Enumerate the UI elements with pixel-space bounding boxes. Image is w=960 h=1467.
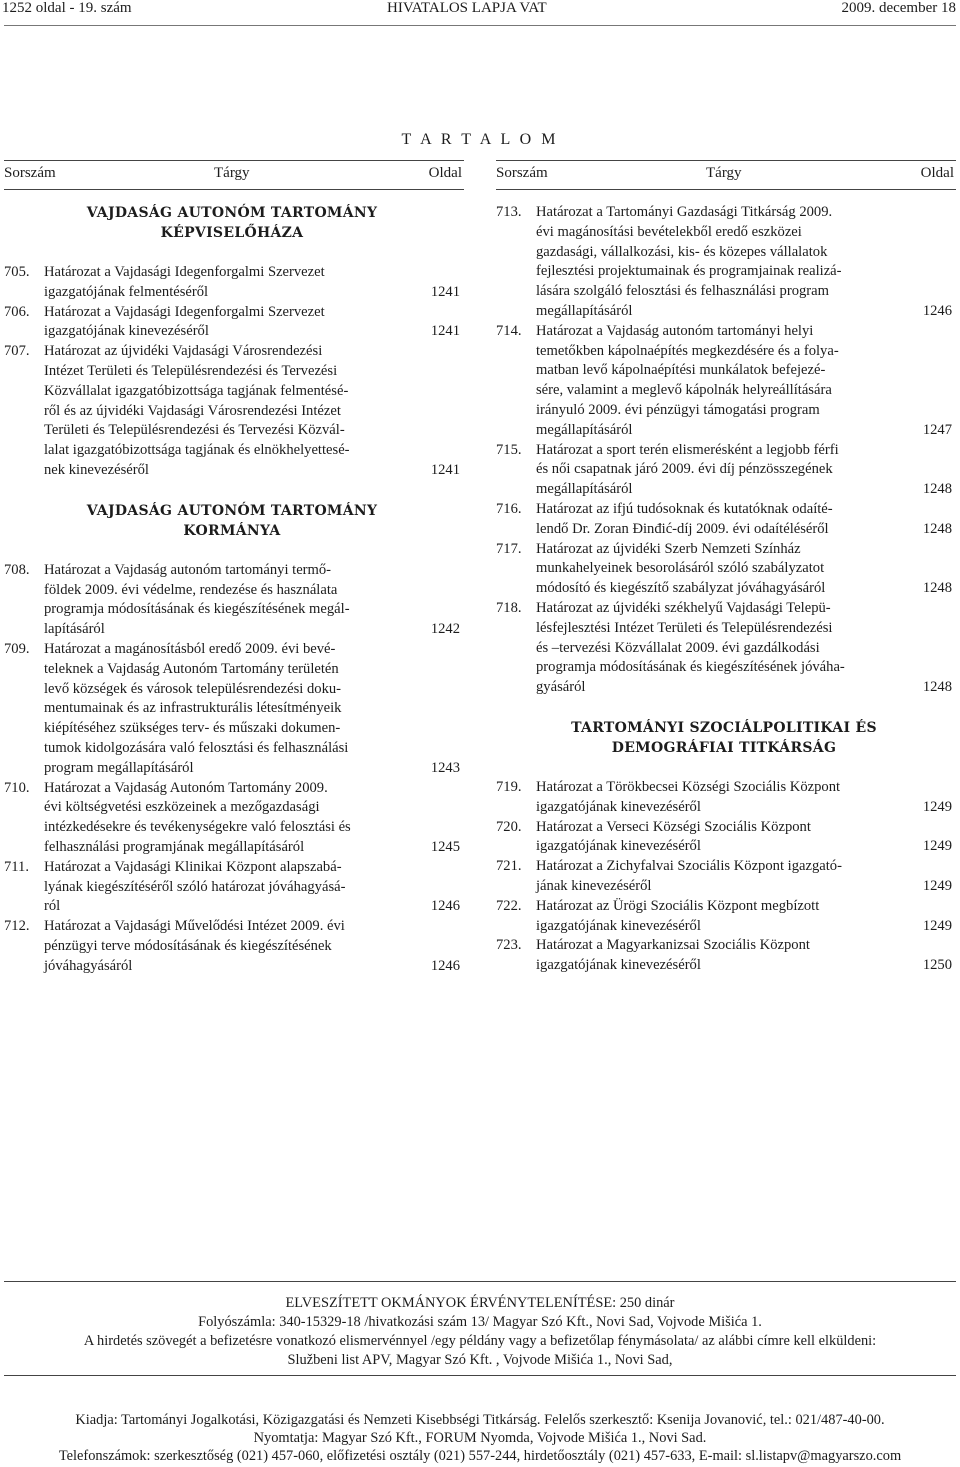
entry-page: 1249 bbox=[922, 917, 952, 934]
entry-line: Határozat a sport terén elismerésként a legjobb férfi bbox=[536, 441, 839, 458]
entry-text bbox=[536, 778, 952, 818]
section-heading bbox=[4, 203, 460, 243]
notice-line: ELVESZÍTETT OKMÁNYOK ÉRVÉNYTELENÍTÉSE: 250 dinár bbox=[285, 1295, 675, 1311]
entry-line: lására szolgáló felosztási és felhasználási program bbox=[536, 283, 829, 300]
entry-line: sére, valamint a meglevő kápolnák helyreállítására bbox=[536, 382, 832, 399]
entry-line: földek 2009. évi védelme, rendezése és használata bbox=[44, 581, 338, 598]
entry-text bbox=[536, 500, 952, 540]
toc-entry bbox=[496, 778, 952, 818]
entry-number: 713. bbox=[496, 204, 522, 220]
entry-line: Határozat a Zichyfalvai Szociális Központ igazgató- bbox=[536, 858, 842, 875]
entry-page: 1241 bbox=[430, 323, 460, 340]
entry-line: munkahelyeinek besorolásáról szóló szabályzatot bbox=[536, 560, 825, 577]
page-footer bbox=[0, 1411, 960, 1465]
toc-entry bbox=[496, 540, 952, 599]
entry-line: Határozat a Vajdaság autonóm tartományi helyi bbox=[536, 322, 814, 339]
footer-line: Nyomtatja: Magyar Szó Kft., FORUM Nyomda, Vojvode Mišića 1., Novi Sad. bbox=[253, 1430, 707, 1446]
entry-page: 1249 bbox=[922, 877, 952, 894]
entry-page: 1250 bbox=[922, 957, 952, 974]
entry-line: gyásáról bbox=[536, 679, 586, 696]
entry-text bbox=[536, 599, 952, 698]
entry-line: igazgatójának felmentéséről bbox=[44, 283, 209, 300]
entry-line: pénzügyi terve módosításának és kiegészítésének bbox=[44, 937, 332, 954]
entry-text bbox=[536, 936, 952, 976]
toc-entry bbox=[496, 857, 952, 897]
entry-line: levő községek és városok településrendezési doku- bbox=[44, 680, 342, 697]
entry-line: jóváhagyásáról bbox=[44, 957, 133, 974]
entry-page: 1242 bbox=[430, 621, 460, 638]
entry-line: irányuló 2009. évi pénzügyi támogatási program bbox=[536, 401, 820, 418]
entry-page: 1243 bbox=[430, 759, 460, 776]
entry-line: Határozat a Tartományi Gazdasági Titkárság 2009. bbox=[536, 204, 833, 220]
section-heading-line: TARTOMÁNYI SZOCIÁLPOLITIKAI ÉS bbox=[571, 719, 877, 736]
entry-text bbox=[44, 342, 460, 481]
entry-line: igazgatójának kinevezéséről bbox=[44, 323, 209, 340]
entry-line: Határozat az ifjú tudósoknak és kutatóknak odaíté- bbox=[536, 500, 833, 517]
entry-line: lendő Dr. Zoran Đinđić-díj 2009. évi odaítéléséről bbox=[536, 520, 829, 537]
toc-entry bbox=[496, 818, 952, 858]
entry-line: programja módosításának és kiegészítésének jóváha- bbox=[536, 659, 845, 676]
header-rule bbox=[4, 25, 956, 26]
entry-line: fejlesztési projektumainak és programjainak realizá- bbox=[536, 263, 842, 280]
entry-number: 722. bbox=[496, 897, 522, 914]
entry-line: lapításáról bbox=[44, 621, 105, 638]
entry-number: 706. bbox=[4, 303, 30, 320]
entry-line: ról bbox=[44, 898, 61, 915]
section-heading-line: DEMOGRÁFIAI TITKÁRSÁG bbox=[611, 739, 837, 756]
entry-line: tumok kidolgozására való felosztási és felhasználási bbox=[44, 739, 349, 756]
entry-number: 715. bbox=[496, 441, 522, 458]
entry-line: lésfejlesztési Intézet Területi és Településrendezési bbox=[536, 619, 833, 636]
entry-line: ről és az újvidéki Vajdasági Városrendezési Intézet bbox=[44, 402, 341, 419]
entry-line: teleknek a Vajdaság Autonóm Tartomány területén bbox=[44, 660, 339, 677]
entry-page: 1249 bbox=[922, 838, 952, 855]
entry-line: program megállapításáról bbox=[44, 759, 194, 776]
right-column-header bbox=[496, 160, 956, 190]
entry-line: programja módosításának és kiegészítésének megál- bbox=[44, 601, 350, 618]
entry-line: és női csapatnak járó 2009. évi díj pénzösszegének bbox=[536, 461, 833, 478]
col-header-num: Sorszám bbox=[496, 165, 548, 181]
entry-number: 712. bbox=[4, 918, 30, 935]
entry-line: lalat igazgatóbizottsága tagjának és elnökhelyettesé- bbox=[44, 442, 350, 459]
toc-entry bbox=[4, 263, 460, 303]
entry-text bbox=[44, 303, 460, 343]
left-column bbox=[4, 203, 460, 977]
entry-line: nek kinevezéséről bbox=[44, 461, 149, 478]
entry-text bbox=[536, 857, 952, 897]
entry-line: Határozat a Vajdaság Autonóm Tartomány 2009. bbox=[44, 779, 328, 796]
toc-entry bbox=[4, 342, 460, 481]
entry-page: 1246 bbox=[430, 898, 460, 915]
entry-line: Határozat a magánosításból eredő 2009. évi bevé- bbox=[44, 640, 336, 657]
col-header-page: Oldal bbox=[920, 165, 954, 181]
entry-text bbox=[44, 640, 460, 779]
entry-text bbox=[536, 540, 952, 599]
entry-number: 719. bbox=[496, 778, 522, 795]
entry-line: igazgatójának kinevezéséről bbox=[536, 957, 701, 974]
col-header-subject: Tárgy bbox=[214, 165, 250, 181]
entry-number: 720. bbox=[496, 818, 522, 835]
entry-line: lyának kiegészítéséről szóló határozat jóváhagyásá- bbox=[44, 878, 346, 895]
footer-line: Kiadja: Tartományi Jogalkotási, Közigazgatási és Nemzeti Kisebbségi Titkárság. Felelős szerkesztő: Ksenija Jovanović, tel.: 021/487-40-00. bbox=[75, 1412, 885, 1428]
entry-text bbox=[536, 897, 952, 937]
entry-page: 1241 bbox=[430, 283, 460, 300]
notice-line: Službeni list APV, Magyar Szó Kft. , Vojvode Mišića 1., Novi Sad, bbox=[287, 1352, 673, 1368]
toc-entry bbox=[496, 203, 952, 322]
entry-number: 721. bbox=[496, 858, 522, 875]
entry-text bbox=[536, 818, 952, 858]
toc-title: T A R T A L O M bbox=[401, 131, 559, 148]
entry-page: 1248 bbox=[922, 481, 952, 498]
toc-entry bbox=[4, 917, 460, 976]
entry-line: matban levő kápolnaépítési munkálatok befejezé- bbox=[536, 362, 826, 379]
entry-line: felhasználási programjának megállapításáról bbox=[44, 838, 305, 855]
left-column-header bbox=[4, 160, 464, 190]
entry-line: Határozat a Vajdasági Művelődési Intézet 2009. évi bbox=[44, 918, 345, 935]
page-header bbox=[0, 0, 960, 22]
entry-text bbox=[44, 779, 460, 858]
entry-page: 1247 bbox=[922, 421, 952, 438]
entry-line: temetőkben kápolnaépítés megkezdésére és a folya- bbox=[536, 342, 839, 359]
entry-text bbox=[536, 203, 952, 322]
right-column bbox=[496, 203, 952, 976]
entry-page: 1248 bbox=[922, 520, 952, 537]
entry-number: 717. bbox=[496, 540, 522, 557]
entry-line: jának kinevezéséről bbox=[536, 877, 652, 894]
entry-line: Határozat az Ürögi Szociális Központ megbízott bbox=[536, 897, 820, 914]
toc-entry bbox=[496, 322, 952, 441]
col-header-page: Oldal bbox=[428, 165, 462, 181]
spacer bbox=[4, 481, 460, 501]
entry-number: 723. bbox=[496, 937, 522, 954]
entry-line: Területi és Településrendezési és Tervezési Közvál- bbox=[44, 422, 345, 439]
notice-line: A hirdetés szövegét a befizetésre vonatkozó elismervénnyel /egy példány vagy a befizetőlap fénymásolata/ az alábbi címre kell elküldeni: bbox=[83, 1333, 877, 1349]
toc-entry bbox=[4, 858, 460, 917]
toc-entry bbox=[4, 779, 460, 858]
entry-number: 707. bbox=[4, 343, 30, 360]
entry-line: Határozat a Vajdasági Idegenforgalmi Szervezet bbox=[44, 303, 325, 320]
entry-page: 1248 bbox=[922, 580, 952, 597]
entry-line: Határozat az újvidéki Szerb Nemzeti Színház bbox=[536, 540, 801, 557]
entry-line: megállapításáról bbox=[536, 302, 633, 319]
entry-page: 1246 bbox=[922, 302, 952, 319]
entry-line: kiépítéséhez szükséges terv- és műszaki dokumen- bbox=[44, 720, 341, 737]
entry-line: Határozat a Vajdasági Klinikai Központ alapszabá- bbox=[44, 858, 342, 875]
entry-line: Határozat a Versecі Községi Szociális Központ bbox=[536, 818, 811, 835]
entry-number: 710. bbox=[4, 779, 30, 796]
entry-line: Határozat a Vajdaság autonóm tartományi termő- bbox=[44, 561, 332, 578]
entry-text bbox=[44, 561, 460, 640]
entry-number: 705. bbox=[4, 264, 30, 280]
notice-line: Folyószámla: 340-15329-18 /hivatkozási szám 13/ Magyar Szó Kft., Novi Sad, Vojvode Mišića 1. bbox=[198, 1314, 762, 1330]
toc-entry bbox=[4, 640, 460, 779]
entry-number: 718. bbox=[496, 599, 522, 616]
header-page-number: 1252 oldal - 19. szám bbox=[2, 0, 132, 16]
section-heading bbox=[496, 718, 952, 758]
entry-line: Intézet Területi és Településrendezési és Tervezési bbox=[44, 362, 338, 379]
entry-page: 1245 bbox=[430, 838, 460, 855]
entry-line: igazgatójának kinevezéséről bbox=[536, 917, 701, 934]
entry-line: megállapításáról bbox=[536, 421, 633, 438]
section-heading-line: KORMÁNYA bbox=[183, 522, 281, 539]
toc-entry bbox=[496, 936, 952, 976]
section-heading-line: KÉPVISELŐHÁZA bbox=[160, 225, 304, 241]
entry-line: és –tervezési Közvállalat 2009. évi gazdálkodási bbox=[536, 639, 820, 656]
entry-line: intézkedésekre és tevékenységekre való felosztási és bbox=[44, 819, 351, 836]
entry-number: 711. bbox=[4, 858, 29, 875]
entry-text bbox=[44, 858, 460, 917]
entry-page: 1241 bbox=[430, 461, 460, 478]
toc-entry bbox=[4, 561, 460, 640]
section-heading-line: VAJDASÁG AUTONÓM TARTOMÁNY bbox=[86, 502, 378, 519]
spacer bbox=[496, 698, 952, 718]
entry-line: igazgatójának kinevezéséről bbox=[536, 838, 701, 855]
footer-line: Telefonszámok: szerkesztőség (021) 457-060, előfizetési osztály (021) 557-244, hirdetőosztály (021) 457-633, E-mail: sl.listapv@magyarszo.com bbox=[58, 1448, 902, 1464]
entry-text bbox=[44, 263, 460, 303]
entry-number: 709. bbox=[4, 640, 30, 657]
section-heading bbox=[4, 501, 460, 541]
header-publication: HIVATALOS LAPJA VAT bbox=[387, 0, 547, 16]
entry-line: Határozat a Törökbecsei Községi Szociális Központ bbox=[536, 778, 841, 795]
col-header-num: Sorszám bbox=[4, 165, 56, 181]
entry-line: Határozat a Magyarkanizsai Szociális Központ bbox=[536, 937, 810, 954]
entry-line: Határozat a Vajdasági Idegenforgalmi Szervezet bbox=[44, 264, 325, 280]
col-header-subject: Tárgy bbox=[706, 165, 742, 181]
entry-line: igazgatójának kinevezéséről bbox=[536, 798, 701, 815]
entry-line: Határozat az újvidéki székhelyű Vajdasági Telepü- bbox=[536, 599, 831, 616]
entry-text bbox=[44, 917, 460, 976]
toc-entry bbox=[496, 441, 952, 500]
toc-entry bbox=[496, 599, 952, 698]
entry-page: 1249 bbox=[922, 798, 952, 815]
entry-line: évi költségvetési eszközeinek a mezőgazdasági bbox=[44, 799, 320, 816]
toc-entry bbox=[4, 303, 460, 343]
entry-line: módosító és kiegészítő szabályzat jóváhagyásáról bbox=[536, 580, 826, 597]
section-heading-line: VAJDASÁG AUTONÓM TARTOMÁNY bbox=[86, 205, 378, 221]
entry-page: 1248 bbox=[922, 679, 952, 696]
header-date: 2009. december 18 bbox=[841, 0, 956, 16]
entry-page: 1246 bbox=[430, 957, 460, 974]
entry-line: Közvállalat igazgatóbizottsága tagjának felmentésé- bbox=[44, 382, 349, 399]
entry-text bbox=[536, 441, 952, 500]
entry-number: 714. bbox=[496, 322, 522, 339]
entry-text bbox=[536, 322, 952, 441]
entry-number: 708. bbox=[4, 561, 30, 578]
entry-line: mentumainak és az infrastrukturális létesítményeik bbox=[44, 700, 342, 717]
toc-entry bbox=[496, 897, 952, 937]
entry-line: évi magánosítási bevételekből eredő eszközei bbox=[536, 223, 802, 240]
notice-box bbox=[4, 1281, 956, 1376]
toc-entry bbox=[496, 500, 952, 540]
entry-line: megállapításáról bbox=[536, 481, 633, 498]
entry-number: 716. bbox=[496, 500, 522, 517]
entry-line: gazdasági, vállalkozási, kis- és közepes vállalatok bbox=[536, 243, 828, 260]
entry-line: Határozat az újvidéki Vajdasági Városrendezési bbox=[44, 343, 323, 360]
